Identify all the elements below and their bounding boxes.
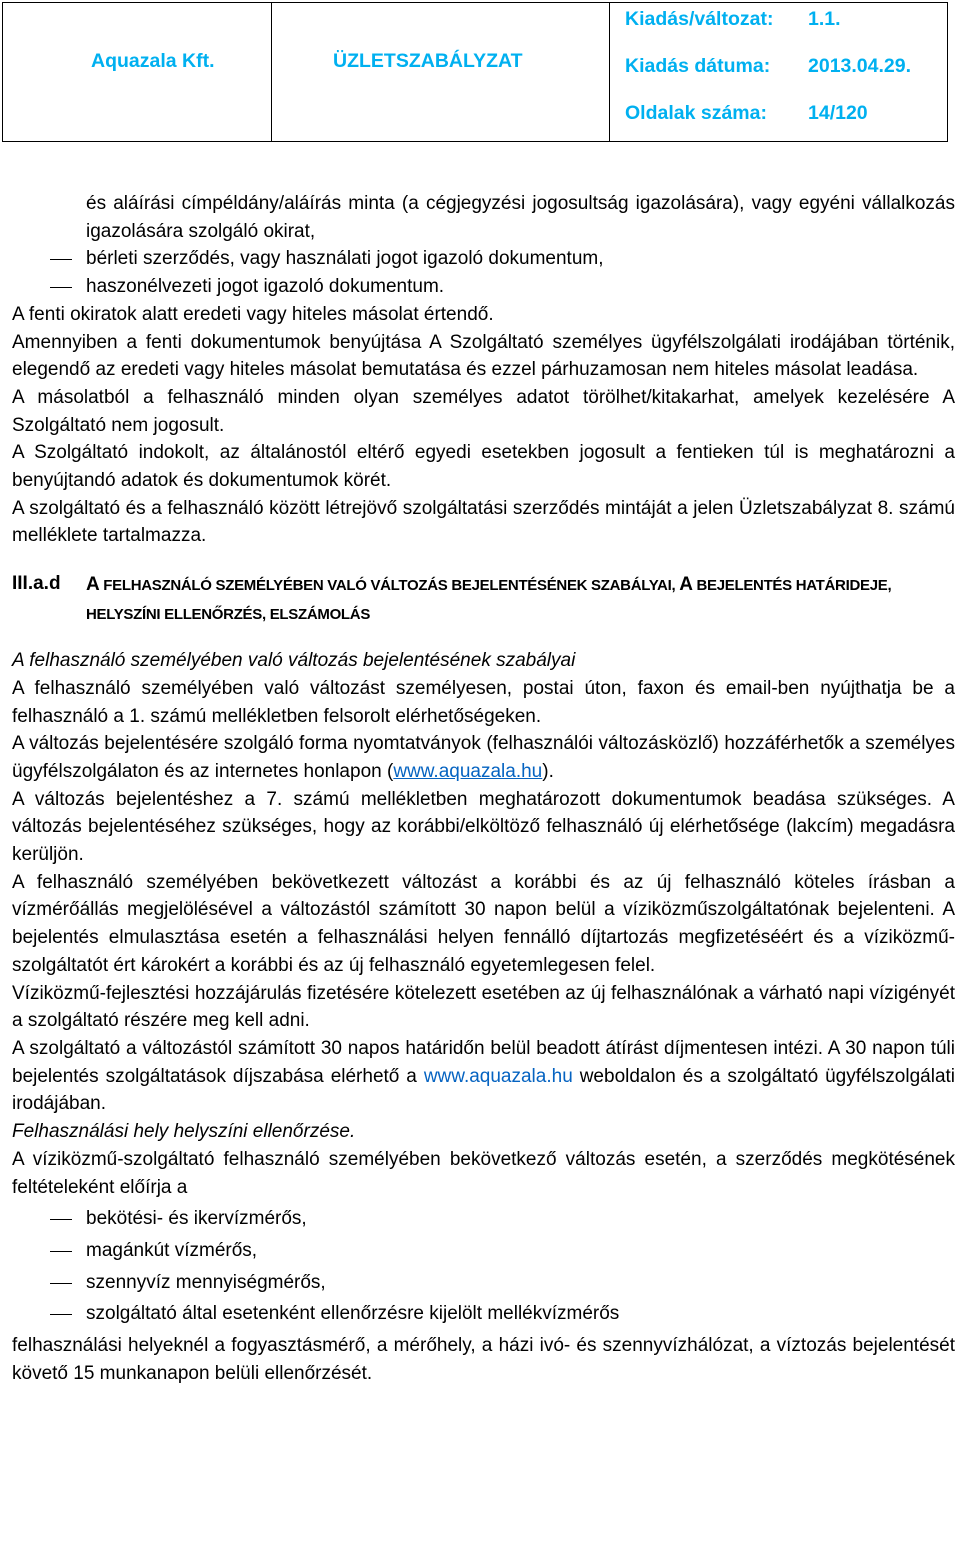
website-link[interactable]: www.aquazala.hu: [393, 760, 543, 782]
dash-bullet-icon: [50, 1219, 72, 1220]
edition-label: Kiadás/változat:: [625, 8, 774, 30]
list-item: [12, 245, 955, 273]
document-body: [12, 190, 955, 1387]
list-item-text: magánkút vízmérős,: [86, 1239, 258, 1261]
header-divider: [609, 3, 610, 141]
dash-bullet-icon: [50, 287, 72, 288]
list-item: [12, 1269, 955, 1297]
dash-bullet-icon: [50, 1283, 72, 1284]
list-item: [12, 1300, 955, 1328]
paragraph: A másolatból a felhasználó minden olyan személyes adatot törölhet/kitakarhat, amelyek kezelésére A Szolgáltató nem jogosult.: [12, 386, 955, 436]
issue-date-label: Kiadás dátuma:: [625, 55, 771, 77]
issue-date-value: 2013.04.29.: [808, 55, 912, 77]
page-count-label: Oldalak száma:: [625, 102, 767, 124]
paragraph: Amennyiben a fenti dokumentumok benyújtása A Szolgáltató személyes ügyfélszolgálati irodájában történik, elegendő az eredeti vagy hiteles másolat bemutatása és ezzel párhuzamosan nem hiteles másolat leadása.: [12, 331, 955, 381]
document-title: ÜZLETSZABÁLYZAT: [333, 50, 523, 72]
paragraph: A szolgáltató és a felhasználó között létrejövő szolgáltatási szerződés mintáját a jelen Üzletszabályzat 8. számú melléklete tartalmazza.: [12, 497, 955, 547]
paragraph: A felhasználó személyében való változást személyesen, postai úton, faxon és email-ben nyújthatja be a felhasználó a 1. számú mellékletben felsorolt elérhetőségeken.: [12, 677, 955, 727]
list-item: [12, 1205, 955, 1233]
paragraph: Víziközmű-fejlesztési hozzájárulás fizetésére kötelezett esetében az új felhasználónak a várható napi vízigényét a szolgáltató részére meg kell adni.: [12, 982, 955, 1032]
paragraph: A Szolgáltató indokolt, az általánostól eltérő egyedi esetekben jogosult a fentieken túl is meghatározni a benyújtandó adatok és dokumentumok körét.: [12, 442, 955, 492]
dash-bullet-icon: [50, 1251, 72, 1252]
header-divider: [271, 3, 272, 141]
company-name: Aquazala Kft.: [91, 50, 215, 72]
website-link[interactable]: www.aquazala.hu: [423, 1065, 573, 1087]
list-item: [12, 1237, 955, 1265]
paragraph: A szolgáltató a változástól számított 30 napos határidőn belül beadott átírást díjmentesen intézi. A 30 napon túli bejelentés szolgáltatások díjszabása elérhető a www.aquazala.hu weboldalon és a szolgáltató ügyfélszolgálati irodájában.: [12, 1037, 956, 1115]
list-item-text: szolgáltató által esetenként ellenőrzésre kijelölt mellékvízmérős: [86, 1303, 620, 1325]
list-item: [12, 273, 955, 301]
paragraph: A felhasználó személyében bekövetkezett változást a korábbi és az új felhasználó köteles írásban a vízmérőállás megjelölésével a változástól számított 30 napon belül a víziközműszolgáltatónak bejelenteni. A bejelentés elmulasztása esetén a felhasználási helyen fennálló díjtartozás megfizetéséért és a víziközmű-szolgáltatót ért károkért a korábbi és az új felhasználó egyetemlegesen felel.: [12, 871, 955, 976]
paragraph: és aláírási címpéldány/aláírás minta (a cégjegyzési jogosultság igazolására), vagy egyéni vállalkozás igazolására szolgáló okirat,: [86, 193, 955, 242]
list-item-text: bekötési- és ikervízmérős,: [86, 1208, 307, 1230]
subheading: Felhasználási hely helyszíni ellenőrzése.: [12, 1121, 356, 1143]
list-item-text: szennyvíz mennyiségmérős,: [86, 1271, 326, 1293]
subheading: A felhasználó személyében való változás bejelentésének szabályai: [12, 650, 576, 672]
section-heading: [12, 570, 955, 629]
section-number: III.a.d: [12, 573, 61, 595]
list-item-text: haszonélvezeti jogot igazoló dokumentum.: [86, 276, 445, 298]
paragraph: A változás bejelentéshez a 7. számú mellékletben meghatározott dokumentumok beadása szükséges. A változás bejelentéséhez szükséges, hogy az korábbi/elköltöző felhasználó új elérhetősége (lakcím) megadásra kerüljön.: [12, 788, 955, 866]
dash-bullet-icon: [50, 259, 72, 260]
paragraph: A fenti okiratok alatt eredeti vagy hiteles másolat értendő.: [12, 303, 494, 325]
paragraph: felhasználási helyeknél a fogyasztásmérő, a mérőhely, a házi ivó- és szennyvízhálózat, a víztozás bejelentését követő 15 munkanapon belüli ellenőrzését.: [12, 1335, 955, 1384]
paragraph: A változás bejelentésére szolgáló forma nyomtatványok (felhasználói változásközlő) hozzáférhetők a személyes ügyfélszolgálaton és az internetes honlapon (www.aquazala.hu).: [12, 733, 955, 782]
document-header: [2, 2, 948, 142]
page-count-value: 14/120: [808, 102, 868, 124]
section-title: A FELHASZNÁLÓ SZEMÉLYÉBEN VALÓ VÁLTOZÁS BEJELENTÉSÉNEK SZABÁLYAI, A BEJELENTÉS HATÁRIDEJE, HELYSZÍNI ELLENŐRZÉS, ELSZÁMOLÁS: [86, 574, 892, 624]
paragraph: A víziközmű-szolgáltató felhasználó személyében bekövetkező változás esetén, a szerződés megkötésének feltételeként előírja a: [12, 1148, 955, 1198]
dash-bullet-icon: [50, 1314, 72, 1315]
list-item-text: bérleti szerződés, vagy használati jogot igazoló dokumentum,: [86, 248, 604, 270]
edition-value: 1.1.: [808, 8, 841, 30]
